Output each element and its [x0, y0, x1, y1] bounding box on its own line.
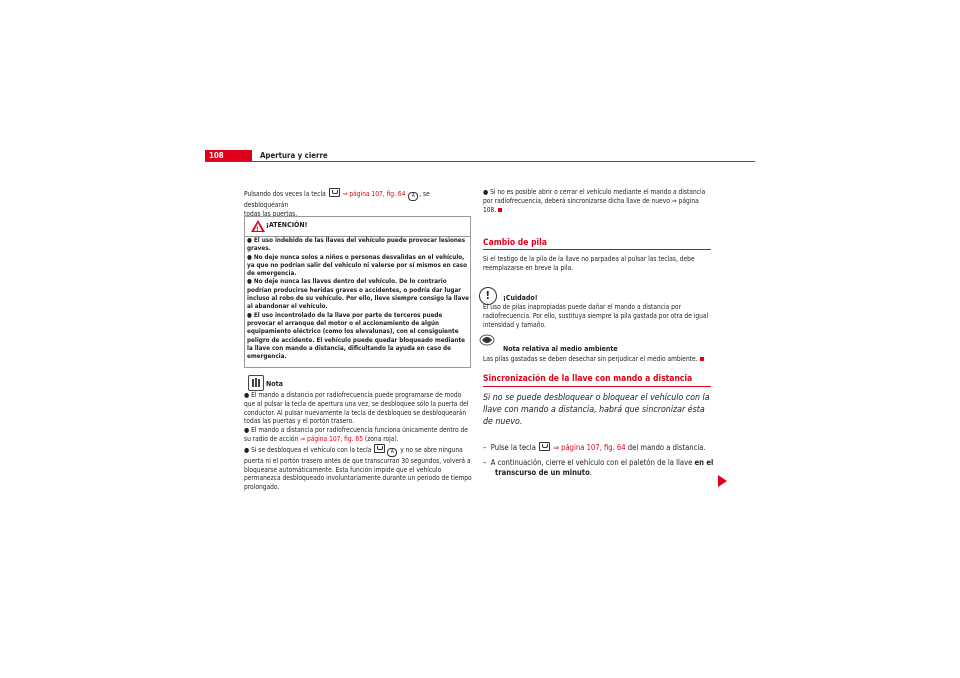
page-ref-link[interactable]: ⇒ página 107, fig. 65 — [300, 434, 363, 443]
left-intro: Pulsando dos veces la tecla ⇒ página 107, fig. 64 A , se desbloquearán todas las puertas. — [244, 190, 430, 218]
sync-intro: Si no se puede desbloquear o bloquear el vehículo con la llave con mando a distancia, habrá que sincronizar ésta de nuevo. — [483, 393, 710, 427]
sync-bullet: ● Si no es posible abrir o cerrar el vehículo mediante el mando a distancia por radiofrecuencia, deberá sincronizarse dicha llave de nuevo ⇒ página 108. — [483, 188, 706, 214]
note-body — [244, 391, 472, 492]
unlock-key-icon — [539, 442, 550, 451]
warning-title: ¡ATENCIÓN! — [266, 221, 308, 229]
warning-item: ● No deje nunca las llaves dentro del vehículo. De lo contrario podrían producirse heridas graves o accidentes, o podría dar lugar incluso al robo de su vehículo. Por ello, lleve siempre consigo la llave al abandonar el vehículo. — [247, 278, 469, 311]
note-icon — [248, 375, 264, 391]
caution-text: El uso de pilas inapropiadas puede dañar el mando a distancia por radiofrecuencia. Por ello, sustituya siempre la pila gastada por otra de igual intensidad y tamaño. — [483, 303, 709, 329]
page-ref-link[interactable]: ⇒ página 107, fig. 64 — [342, 190, 406, 198]
callout-marker: A — [387, 448, 397, 457]
end-marker — [498, 208, 502, 212]
note-item: ● El mando a distancia por radiofrecuencia funciona únicamente dentro de su radio de acción ⇒ página 107, fig. 65 (zona roja). — [244, 426, 468, 443]
warning-item: ● No deje nunca solos a niños o personas desvalidas en el vehículo, ya que no podrían salir del vehículo ni valerse por sí mismos en caso de emergencia. — [247, 253, 468, 278]
warning-item: ● El uso incontrolado de la llave por parte de terceros puede provocar el arranque del motor o el accionamiento de algún equipamiento eléctrico (como los elevalunas), con el consiguiente peligro de accidente. El vehículo puede quedar bloqueado mediante la llave con mando a distancia, dificultando la ayuda en caso de emergencia. — [247, 311, 466, 361]
callout-marker: A — [408, 192, 418, 201]
environment-title: Nota relativa al medio ambiente — [503, 345, 618, 353]
page-ref[interactable]: ⇒ página 108. — [483, 196, 699, 214]
page-ref-link[interactable]: ⇒ página 107, fig. 64 — [553, 443, 626, 452]
intro-text: Pulsando dos veces la tecla — [244, 190, 326, 198]
unlock-key-icon — [374, 444, 385, 453]
battery-text: Si el testigo de la pila de la llave no parpadea al pulsar las teclas, debe reemplazarse en breve la pila. — [483, 255, 695, 272]
header-rule — [205, 161, 755, 162]
note-title: Nota — [266, 380, 283, 388]
section-heading-sync: Sincronización de la llave con mando a distancia — [483, 374, 693, 384]
warning-item: ● El uso indebido de las llaves del vehículo puede provocar lesiones graves. — [247, 237, 466, 253]
sync-steps — [483, 442, 718, 483]
unlock-key-icon — [329, 188, 340, 197]
step-item: – A continuación, cierre el vehículo con el paletón de la llave en el transcurso de un minuto. — [483, 457, 714, 477]
caution-title: ¡Cuidado! — [503, 294, 538, 302]
end-marker — [700, 357, 704, 361]
section-heading-battery: Cambio de pila — [483, 238, 547, 248]
next-page-arrow-icon[interactable] — [718, 475, 727, 487]
note-item: ● El mando a distancia por radiofrecuencia puede programarse de modo que al pulsar la tecla de apertura una vez, se desbloquee sólo la puerta del conductor. Al pulsar nuevamente la tecla de desbloqueo se desbloquearán todas las puertas y el portón trasero. — [244, 391, 469, 426]
step-item: – Pulse la tecla ⇒ página 107, fig. 64 del mando a distancia. — [483, 443, 706, 452]
page-number: 108 — [209, 151, 224, 160]
environment-icon — [479, 334, 495, 346]
note-item: ● Si se desbloquea el vehículo con la tecla A y no se abre ninguna puerta ni el portón trasero antes de que transcurran 30 segundos, volverá a bloquearse automáticamente. Esta función impide que el vehículo permanezca desbloqueado involuntariamente durante un periodo de tiempo prolongado. — [244, 445, 472, 492]
warning-list — [247, 237, 469, 361]
environment-text: Las pilas gastadas se deben desechar sin perjudicar el medio ambiente. — [483, 355, 713, 364]
page-title: Apertura y cierre — [260, 151, 328, 160]
